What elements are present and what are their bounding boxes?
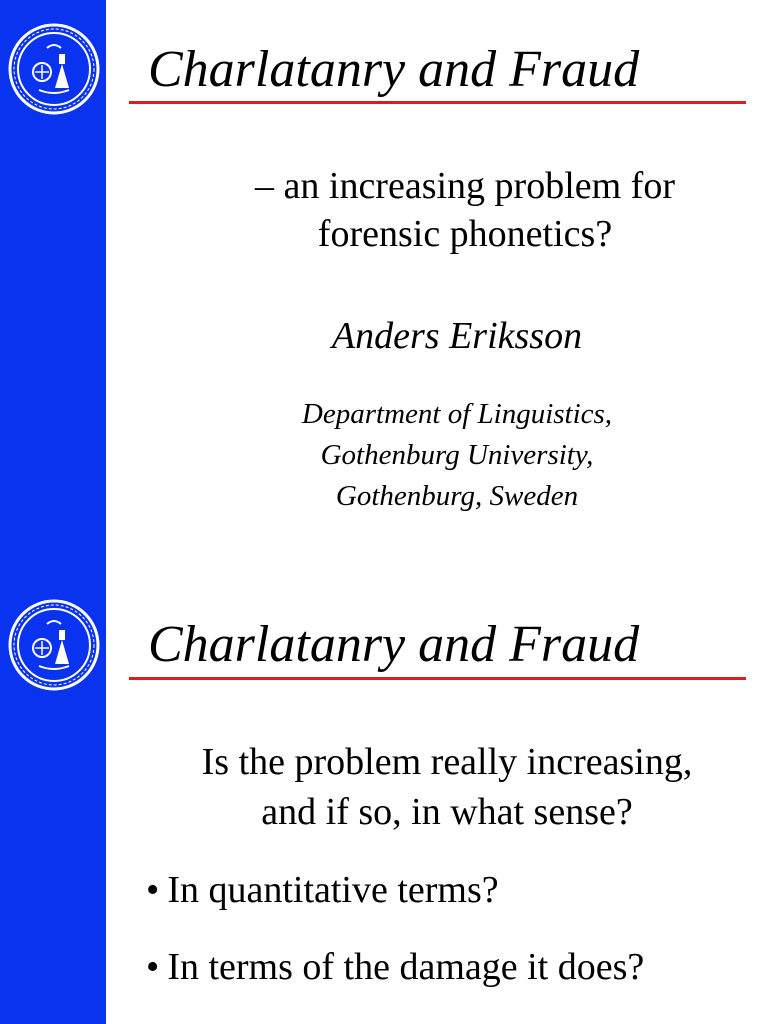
affiliation-line: Department of Linguistics, (301, 398, 613, 430)
subtitle-line: forensic phonetics? (317, 213, 613, 255)
bullet-text: In quantitative terms? (167, 869, 499, 911)
subtitle-line: – an increasing problem for (255, 165, 675, 207)
affiliation (106, 394, 768, 517)
slide-1-title: Charlatanry and Fraud (148, 41, 640, 98)
question-line: Is the problem really increasing, (201, 741, 693, 783)
affiliation-line: Gothenburg, Sweden (335, 480, 579, 512)
slide-2-question (106, 737, 768, 837)
university-seal-icon (7, 598, 101, 692)
university-seal-icon (7, 22, 101, 116)
slide-2-title-rule (129, 677, 746, 680)
slide-1-subtitle (106, 162, 768, 258)
affiliation-line: Gothenburg University, (320, 439, 594, 471)
bullet-item (146, 943, 644, 991)
bullet-text: In terms of the damage it does? (167, 946, 645, 988)
bullet-glyph: • (146, 946, 160, 988)
bullet-item (146, 866, 499, 914)
slide-1-title-rule (129, 101, 746, 104)
question-line: and if so, in what sense? (261, 791, 633, 833)
slide-2-title: Charlatanry and Fraud (148, 616, 640, 673)
blue-sidebar (0, 0, 106, 1024)
author-name: Anders Eriksson (331, 315, 583, 357)
bullet-glyph: • (146, 869, 160, 911)
